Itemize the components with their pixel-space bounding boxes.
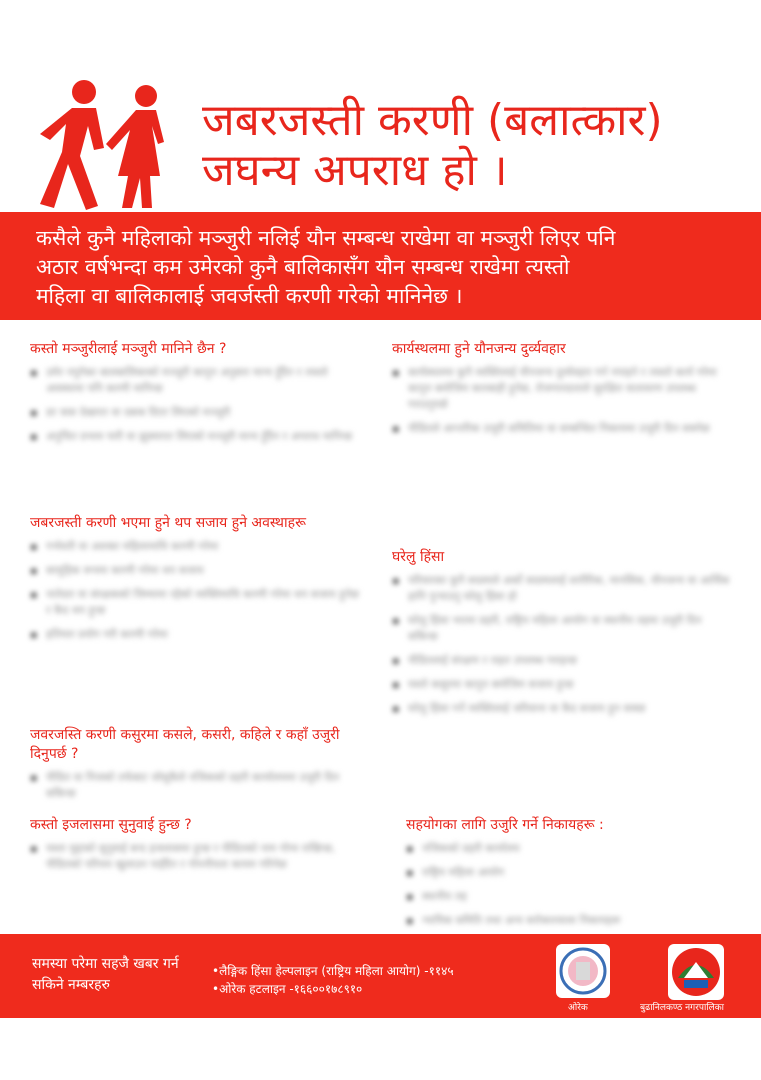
poster-header [0,0,761,212]
footer-banner [0,934,761,1018]
helpline-orek: •ओरेक हटलाइन -१६६००१७८९१० [212,982,363,996]
section-heading: कस्तो मञ्जुरीलाई मञ्जुरी मानिने छैन ? [30,341,227,357]
orek-logo-label: ओरेक [568,1003,588,1013]
intro-banner [0,212,761,320]
list-item: ▪ घरेलु हिंसा भएमा प्रहरी, राष्ट्रिय महिला आयोग वा स्थानीय तहमा उजुरी दिन सकिन्छ [392,613,730,645]
section-domestic-violence [392,548,730,725]
section-heading: जबरजस्ती करणी भएमा हुने थप सजाय हुने अवस्थाहरू [30,515,306,531]
list-item: ▪ पीडित वा निजको तर्फबाट जोसुकैले नजिकको प्रहरी कार्यालयमा उजुरी दिन सकिन्छ [30,770,366,802]
poster-title: जबरजस्ती करणी (बलात्कार) [202,95,663,146]
list-item: ▪ नजिकको प्रहरी कार्यालय [406,841,730,857]
list-item: ▪ स्थानीय तह [406,889,730,905]
couple-walking-icon [32,78,182,213]
section-list [30,539,366,643]
municipality-emblem-icon [668,944,724,1000]
list-item: ▪ राष्ट्रिय महिला आयोग [406,865,730,881]
section-list [392,573,730,717]
intro-line: कसैले कुनै महिलाको मञ्जुरी नलिई यौन सम्बन्ध राखेमा वा मञ्जुरी लिएर पनि [36,226,616,250]
list-item: ▪ हतियार प्रयोग गरी करणी गरेमा [30,627,366,643]
list-item: ▪ पीडितले आन्तरिक उजुरी समितिमा वा सम्बन्धित निकायमा उजुरी दिन सक्नेछ [392,421,730,437]
section-heading: जवरजस्ति करणी कसुरमा कसले, कसरी, कहिले र कहाँ उजुरी दिनुपर्छ ? [30,727,340,762]
municipality-label: बुढानिलकण्ठ नगरपालिका [640,1003,725,1013]
helpline-gender-violence: •लैङ्गिक हिंसा हेल्पलाइन (राष्ट्रिय महिला आयोग) -११४५ [212,964,454,978]
section-list [30,365,366,445]
poster-subtitle: जघन्य अपराध हो । [202,145,508,196]
section-heading: कस्तो इजलासमा सुनुवाई हुन्छ ? [30,817,192,833]
list-item: ▪ यस्तो कसुरमा कानुन बमोजिम सजाय हुन्छ [392,677,730,693]
list-item: ▪ यस्ता मुद्दाको सुनुवाई बन्द इजलासमा हुन्छ र पीडितको नाम गोप्य राखिन्छ, पीडितको परिचय खुलाउन पाइँदैन र गोपनीयता कायम गरिनेछ [30,841,366,873]
list-item: ▪ नातेदार वा संरक्षकको जिम्मामा रहेको व्यक्तिमाथि करणी गरेमा थप सजाय हुनेछ र कैद थप हुन्छ [30,587,366,619]
intro-text [36,224,736,311]
section-heading: घरेलु हिंसा [392,549,445,565]
list-item: ▪ गर्भवती वा अशक्त महिलामाथि करणी गरेमा [30,539,366,555]
section-complaint [30,726,366,810]
section-list [30,770,366,802]
intro-line: अठार वर्षभन्दा कम उमेरको कुनै बालिकासँग यौन सम्बन्ध राखेमा त्यस्तो [36,255,570,279]
intro-line: महिला वा बालिकालाई जवर्जस्ती करणी गरेको मानिनेछ । [36,284,463,308]
section-list [392,365,730,437]
list-item: ▪ अनुचित प्रभाव पारी वा झुक्याएर लिएको मञ्जुरी मान्य हुँदैन र अपराध मानिन्छ [30,429,366,445]
section-consent [30,340,366,453]
section-heading: सहयोगका लागि उजुरि गर्ने निकायहरू : [406,817,604,833]
list-item: ▪ उमेर नपुगेका बालबालिकाको मञ्जुरी कानुन अनुसार मान्य हुँदैन र त्यस्तो अवस्थामा पनि करणी मानिन्छ [30,365,366,397]
list-item: ▪ पीडितलाई संरक्षण र राहत उपलब्ध गराइन्छ [392,653,730,669]
list-item: ▪ न्यायिक समिति तथा अन्य सरोकारवाला निकायहरू [406,913,730,929]
list-item: ▪ परिवारका कुनै सदस्यले अर्को सदस्यलाई शारीरिक, मानसिक, यौनजन्य वा आर्थिक हानि पुर्‍याउनु घरेलु हिंसा हो [392,573,730,605]
section-list [406,841,730,929]
list-item: ▪ डर त्रास देखाएर वा दबाब दिएर लिएको मञ्जुरी [30,405,366,421]
helpline-numbers [212,962,454,998]
list-item: ▪ कार्यस्थलमा कुनै व्यक्तिलाई यौनजन्य दुर्व्यवहार गर्न नपाइने र त्यस्तो कार्य गरेमा कानुन बमोजिम कारबाही हुनेछ, रोजगारदाताले सुरक्षित वातावरण उपलब्ध गराउनुपर्छ [392,365,730,413]
section-list [30,841,366,873]
section-hearing [30,816,366,881]
footer-heading: समस्या परेमा सहजै खबर गर्न सकिने नम्बरहरु [32,956,179,993]
section-workplace [392,340,730,445]
list-item: ▪ घरेलु हिंसा गर्ने व्यक्तिलाई जरिवाना वा कैद सजाय हुन सक्छ [392,701,730,717]
orek-logo-icon [556,944,610,998]
section-extra-punishment [30,514,366,651]
section-help-agencies [406,816,730,937]
list-item: ▪ सामूहिक रूपमा करणी गरेमा थप सजाय [30,563,366,579]
section-heading: कार्यस्थलमा हुने यौनजन्य दुर्व्यवहार [392,341,566,357]
